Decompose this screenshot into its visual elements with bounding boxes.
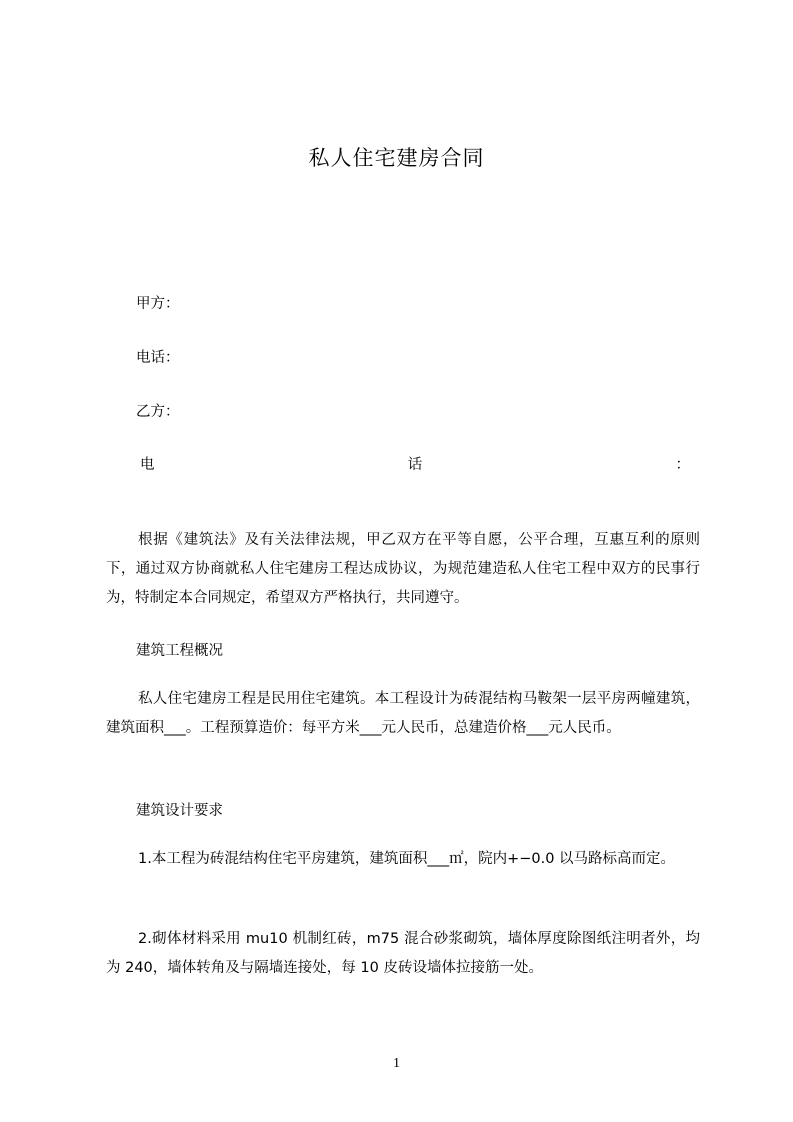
page-number: 1 xyxy=(393,1056,400,1071)
section-heading-design: 建筑设计要求 xyxy=(136,803,223,819)
phone-a-label: 电话： xyxy=(136,350,180,366)
intro-paragraph: 根据《建筑法》及有关法律法规，甲乙双方在平等自愿，公平合理，互惠互利的原则下，通过双方协商就私人住宅建房工程达成协议，为规范建造私人住宅工程中双方的民事行为，特制定本合同规定，希望双方严格执行，共同遵守。 xyxy=(106,532,700,606)
phone-b-label xyxy=(140,453,690,474)
phone-b-colon: ： xyxy=(675,457,690,473)
document-title: 私人住宅建房合同 xyxy=(308,146,485,170)
phone-b-char-1: 电 xyxy=(140,457,155,473)
overview-paragraph: 私人住宅建房工程是民用住宅建筑。本工程设计为砖混结构马鞍架一层平房两幢建筑，建筑面积___。工程预算造价：每平方米___元人民币，总建造价格___元人民币。 xyxy=(106,691,700,736)
party-a-label: 甲方： xyxy=(136,296,180,312)
section-heading-overview: 建筑工程概况 xyxy=(136,643,223,659)
phone-b-char-2: 话 xyxy=(407,457,423,473)
design-item-1: 1.本工程为砖混结构住宅平房建筑，建筑面积___㎡，院内+−0.0 以马路标高而定。 xyxy=(138,851,676,867)
design-item-2: 2.砌体材料采用 mu10 机制红砖，m75 混合砂浆砌筑，墙体厚度除图纸注明者外，均为 240，墙体转角及与隔墙连接处，每 10 皮砖设墙体拉接筋一处。 xyxy=(106,931,700,976)
party-b-label: 乙方： xyxy=(136,404,180,420)
